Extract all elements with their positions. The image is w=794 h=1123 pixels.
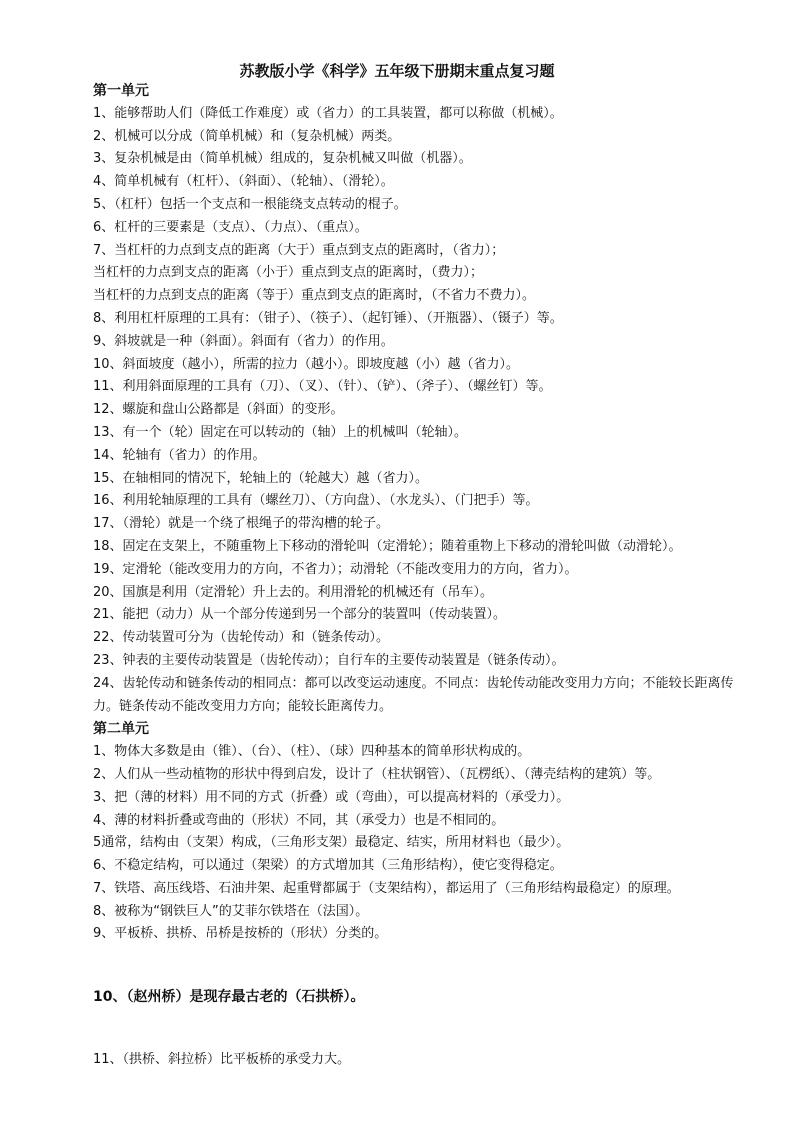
- unit1-item-2: 2、机械可以分成（简单机械）和（复杂机械）两类。: [93, 128, 401, 144]
- unit2-item-4: 4、薄的材料折叠或弯曲的（形状）不同，其（承受力）也是不相同的。: [93, 812, 505, 828]
- unit1-item-18: 18、固定在支架上，不随重物上下移动的滑轮叫（定滑轮）；随着重物上下移动的滑轮叫做（动滑轮）。: [93, 538, 682, 554]
- unit1-item-13: 13、有一个（轮）固定在可以转动的（轴）上的机械叫（轮轴）。: [93, 424, 468, 440]
- unit1-item-23: 23、钟表的主要传动装置是（齿轮传动）；自行车的主要传动装置是（链条传动）。: [93, 652, 565, 668]
- unit1-item-7-line-2: 当杠杆的力点到支点的距离（小于）重点到支点的距离时，（费力）；: [93, 265, 484, 281]
- unit1-item-8: 8、利用杠杆原理的工具有：（钳子）、（筷子）、（起钉锤）、（开瓶器）、（镊子）等。: [93, 310, 563, 326]
- unit1-item-14: 14、轮轴有（省力）的作用。: [93, 447, 266, 463]
- unit1-item-20: 20、国旗是利用（定滑轮）升上去的。利用滑轮的机械还有（吊车）。: [93, 584, 494, 600]
- unit2-item-11: 11、（拱桥、斜拉桥）比平板桥的承受力大。: [93, 1052, 351, 1068]
- document-title: 苏教版小学《科学》五年级下册期末重点复习题: [239, 62, 555, 80]
- unit1-item-22: 22、传动装置可分为（齿轮传动）和（链条传动）。: [93, 630, 390, 646]
- unit1-item-7-line-3: 当杠杆的力点到支点的距离（等于）重点到支点的距离时，（不省力不费力）。: [93, 288, 536, 304]
- unit2-item-9: 9、平板桥、拱桥、吊桥是按桥的（形状）分类的。: [93, 926, 388, 942]
- unit2-item-5: 5通常，结构由（支架）构成，（三角形支架）最稳定、结实，所用材料也（最少）。: [93, 835, 570, 851]
- unit1-item-15: 15、在轴相同的情况下，轮轴上的（轮越大）越（省力）。: [93, 470, 429, 486]
- unit2-item-7: 7、铁塔、高压线塔、石油井架、起重臂都属于（支架结构），都运用了（三角形结构最稳定）的原理。: [93, 880, 680, 896]
- unit1-item-21: 21、能把（动力）从一个部分传递到另一个部分的装置叫（传动装置）。: [93, 607, 507, 623]
- unit2-item-6: 6、不稳定结构，可以通过（架梁）的方式增加其（三角形结构），使它变得稳定。: [93, 858, 563, 874]
- unit1-heading: 第一单元: [93, 83, 149, 99]
- document-body: [93, 80, 753, 1072]
- unit1-item-17: 17、（滑轮）就是一个绕了根绳子的带沟槽的轮子。: [93, 516, 390, 532]
- unit2-heading: 第二单元: [93, 721, 149, 738]
- unit1-item-12: 12、螺旋和盘山公路都是（斜面）的变形。: [93, 402, 344, 418]
- unit1-item-19: 19、定滑轮（能改变用力的方向，不省力）；动滑轮（不能改变用力的方向，省力）。: [93, 561, 578, 577]
- unit1-item-3: 3、复杂机械是由（简单机械）组成的，复杂机械又叫做（机器）。: [93, 151, 472, 167]
- unit1-item-4: 4、简单机械有（杠杆）、（斜面）、（轮轴）、（滑轮）。: [93, 174, 394, 190]
- unit1-item-16: 16、利用轮轴原理的工具有（螺丝刀）、（方向盘）、（水龙头）、（门把手）等。: [93, 493, 539, 509]
- unit2-item-1: 1、物体大多数是由（锥）、（台）、（柱）、（球）四种基本的简单形状构成的。: [93, 744, 531, 760]
- unit2-item-3: 3、把（薄的材料）用不同的方式（折叠）或（弯曲），可以提高材料的（承受力）。: [93, 789, 570, 805]
- spacer: [93, 1009, 753, 1049]
- unit1-item-6: 6、杠杆的三要素是（支点）、（力点）、（重点）。: [93, 219, 368, 235]
- unit2-item-2: 2、人们从一些动植物的形状中得到启发，设计了（柱状钢管）、（瓦楞纸）、（薄壳结构的建筑）等。: [93, 766, 661, 782]
- unit1-item-7: 7、当杠杆的力点到支点的距离（大于）重点到支点的距离时，（省力）；: [93, 242, 505, 258]
- unit1-item-24: 24、齿轮传动和链条传动的相同点：都可以改变运动速度。不同点：齿轮传动能改变用力方向；不能较长距离传力。链条传动不能改变用力方向；能较长距离传力。: [93, 675, 734, 714]
- unit1-item-11: 11、利用斜面原理的工具有（刀）、（叉）、（针）、（铲）、（斧子）、（螺丝钉）等。: [93, 379, 552, 395]
- unit1-item-5: 5、（杠杆）包括一个支点和一根能绕支点转动的棍子。: [93, 196, 407, 212]
- unit1-item-1: 1、能够帮助人们（降低工作难度）或（省力）的工具装置，都可以称做（机械）。: [93, 105, 563, 121]
- unit2-item-10: 10、（赵州桥）是现存最古老的（石拱桥）。: [93, 989, 365, 1006]
- unit1-item-10: 10、斜面坡度（越小），所需的拉力（越小）。即坡度越（小）越（省力）。: [93, 356, 520, 372]
- spacer: [93, 946, 753, 986]
- unit1-item-9: 9、斜坡就是一种（斜面）。斜面有（省力）的作用。: [93, 333, 394, 349]
- unit2-item-8: 8、被称为“钢铁巨人”的艾菲尔铁塔在（法国）。: [93, 903, 369, 919]
